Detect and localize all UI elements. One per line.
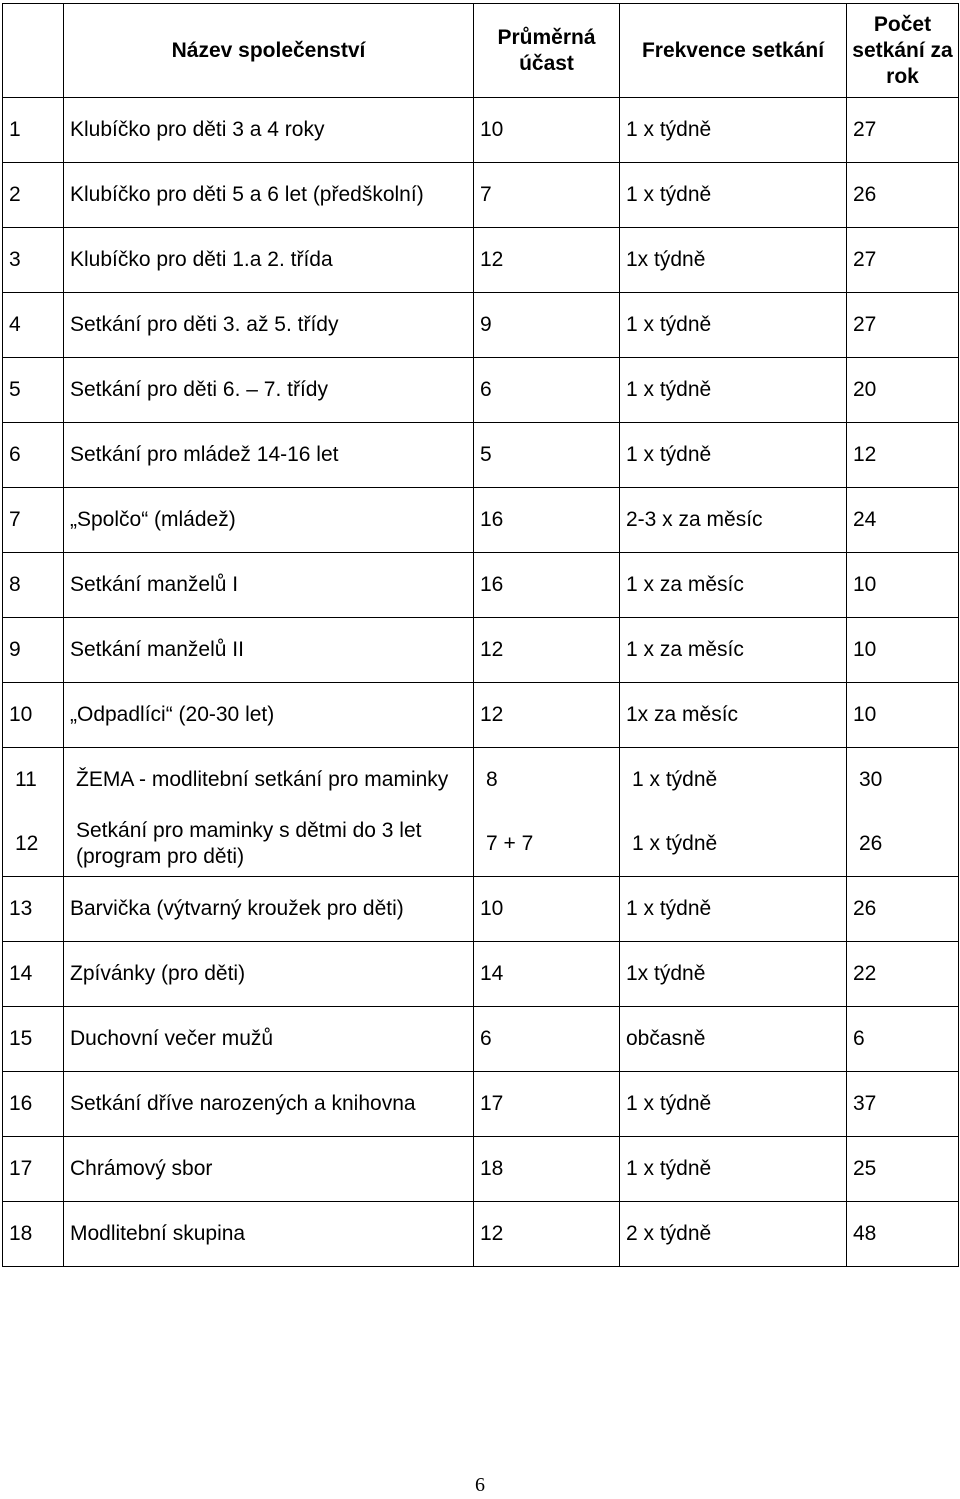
row-frequency: 1 x týdně [620, 358, 847, 423]
table-row [3, 1202, 959, 1267]
row-count: 37 [847, 1072, 959, 1137]
header-number [3, 4, 64, 98]
row-number: 15 [3, 1007, 64, 1072]
table-row [3, 877, 959, 942]
row-number: 17 [3, 1137, 64, 1202]
row-attendance: 16 [474, 553, 620, 618]
table-row [3, 488, 959, 553]
row-name: Duchovní večer mužů [64, 1007, 474, 1072]
row-count-pair [847, 748, 959, 877]
row-attendance: 7 [474, 163, 620, 228]
row-number: 7 [3, 488, 64, 553]
row-name: Klubíčko pro děti 1.a 2. třída [64, 228, 474, 293]
header-attendance: Průměrná účast [474, 4, 620, 98]
table-row [3, 1137, 959, 1202]
row-number: 9 [3, 618, 64, 683]
row-count: 24 [847, 488, 959, 553]
row-number: 6 [3, 423, 64, 488]
row-attendance: 8 [486, 768, 498, 791]
row-count: 30 [859, 768, 883, 791]
row-name: Barvička (výtvarný kroužek pro děti) [64, 877, 474, 942]
row-count: 27 [847, 293, 959, 358]
row-attendance: 9 [474, 293, 620, 358]
row-attendance: 14 [474, 942, 620, 1007]
row-number: 3 [3, 228, 64, 293]
row-attendance: 10 [474, 877, 620, 942]
row-name: Setkání dříve narozených a knihovna [64, 1072, 474, 1137]
row-attendance: 17 [474, 1072, 620, 1137]
row-name: Setkání manželů II [64, 618, 474, 683]
row-frequency: 1 x týdně [632, 832, 718, 855]
row-number: 10 [3, 683, 64, 748]
row-number-pair [3, 748, 64, 877]
row-frequency: 1 x za měsíc [620, 618, 847, 683]
row-frequency: 1 x týdně [620, 877, 847, 942]
header-frequency: Frekvence setkání [620, 4, 847, 98]
row-frequency: 1 x týdně [620, 163, 847, 228]
row-frequency: 1 x týdně [620, 1072, 847, 1137]
row-number: 18 [3, 1202, 64, 1267]
table-row [3, 423, 959, 488]
table-row [3, 98, 959, 163]
row-count: 10 [847, 553, 959, 618]
table-row [3, 618, 959, 683]
row-count: 26 [847, 163, 959, 228]
row-count: 26 [847, 877, 959, 942]
row-name: Setkání manželů I [64, 553, 474, 618]
row-number: 8 [3, 553, 64, 618]
row-name: Klubíčko pro děti 5 a 6 let (předškolní) [64, 163, 474, 228]
row-frequency: 1 x týdně [620, 293, 847, 358]
table-row [3, 358, 959, 423]
row-count: 25 [847, 1137, 959, 1202]
table-header-row [3, 4, 959, 98]
row-attendance: 6 [474, 1007, 620, 1072]
row-name: Zpívánky (pro děti) [64, 942, 474, 1007]
row-frequency: 1x za měsíc [620, 683, 847, 748]
row-frequency: 2 x týdně [620, 1202, 847, 1267]
table-row [3, 163, 959, 228]
row-count: 12 [847, 423, 959, 488]
row-attendance: 16 [474, 488, 620, 553]
row-name: Setkání pro děti 3. až 5. třídy [64, 293, 474, 358]
row-name: Klubíčko pro děti 3 a 4 roky [64, 98, 474, 163]
row-count: 10 [847, 683, 959, 748]
table-row [3, 553, 959, 618]
row-number: 5 [3, 358, 64, 423]
table-row [3, 1007, 959, 1072]
row-number: 4 [3, 293, 64, 358]
row-name: ŽEMA - modlitební setkání pro maminky [76, 768, 449, 791]
row-attendance: 10 [474, 98, 620, 163]
table-row [3, 748, 959, 877]
table-row [3, 1072, 959, 1137]
row-name-pair [64, 748, 474, 877]
row-frequency: 1 x týdně [620, 1137, 847, 1202]
page-number: 6 [475, 1474, 485, 1496]
row-number: 11 [15, 768, 37, 791]
row-number: 13 [3, 877, 64, 942]
header-count: Počet setkání za rok [847, 4, 959, 98]
row-number: 16 [3, 1072, 64, 1137]
row-count: 48 [847, 1202, 959, 1267]
table-row [3, 942, 959, 1007]
row-attendance: 18 [474, 1137, 620, 1202]
table-row [3, 293, 959, 358]
community-table [2, 3, 959, 1267]
row-name: Setkání pro děti 6. – 7. třídy [64, 358, 474, 423]
row-name: Setkání pro mládež 14-16 let [64, 423, 474, 488]
row-count: 6 [847, 1007, 959, 1072]
row-frequency: občasně [620, 1007, 847, 1072]
row-frequency: 1x týdně [620, 228, 847, 293]
row-attendance: 6 [474, 358, 620, 423]
table-row [3, 228, 959, 293]
row-attendance: 12 [474, 228, 620, 293]
row-attendance: 7 + 7 [486, 832, 534, 855]
row-name: Setkání pro maminky s dětmi do 3 let (program pro děti) [76, 819, 422, 868]
row-attendance-pair [474, 748, 620, 877]
row-count: 27 [847, 98, 959, 163]
row-attendance: 12 [474, 618, 620, 683]
row-frequency: 1 x za měsíc [620, 553, 847, 618]
row-number: 14 [3, 942, 64, 1007]
row-frequency: 1x týdně [620, 942, 847, 1007]
row-number: 2 [3, 163, 64, 228]
row-name: „Odpadlíci“ (20-30 let) [64, 683, 474, 748]
row-frequency: 1 x týdně [620, 423, 847, 488]
row-name: Chrámový sbor [64, 1137, 474, 1202]
row-name: „Spolčo“ (mládež) [64, 488, 474, 553]
row-frequency: 1 x týdně [620, 98, 847, 163]
row-frequency: 1 x týdně [632, 768, 718, 791]
row-frequency-pair [620, 748, 847, 877]
row-number: 12 [15, 832, 39, 855]
row-name: Modlitební skupina [64, 1202, 474, 1267]
row-count: 20 [847, 358, 959, 423]
row-attendance: 12 [474, 683, 620, 748]
header-name: Název společenství [64, 4, 474, 98]
row-count: 27 [847, 228, 959, 293]
row-count: 26 [859, 832, 883, 855]
row-number: 1 [3, 98, 64, 163]
row-count: 10 [847, 618, 959, 683]
row-count: 22 [847, 942, 959, 1007]
row-attendance: 12 [474, 1202, 620, 1267]
table-row [3, 683, 959, 748]
row-frequency: 2-3 x za měsíc [620, 488, 847, 553]
row-attendance: 5 [474, 423, 620, 488]
